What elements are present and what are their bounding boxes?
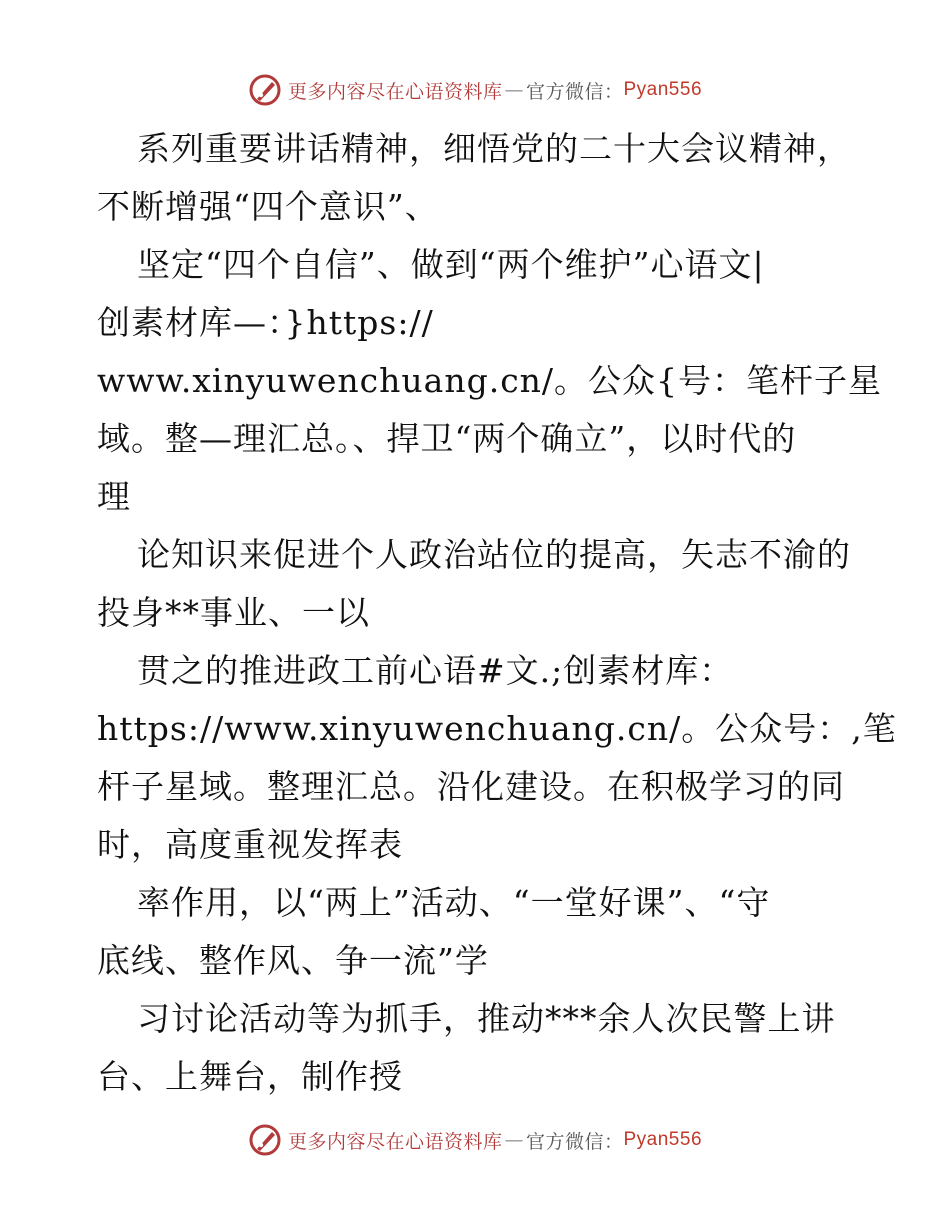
footer-watermark-banner (0, 1120, 950, 1160)
body-line: https://www.xinyuwenchuang.cn/。公众号：,笔 (97, 709, 897, 748)
body-line: 杆子星域。整理汇总。沿化建设。在积极学习的同 (97, 767, 845, 806)
banner-text: 更多内容尽在心语资料库 (287, 80, 503, 103)
body-line: 系列重要讲话精神，细悟党的二十大会议精神， (137, 129, 851, 168)
body-line: 台、上舞台，制作授 (97, 1057, 403, 1096)
body-line: 坚定“四个自信”、做到“两个维护”心语文| (137, 245, 765, 284)
body-line: 论知识来促进个人政治站位的提高，矢志不渝的 (137, 535, 851, 574)
banner-text: 更多内容尽在心语资料库 (287, 1130, 503, 1153)
body-line: 贯之的推进政工前心语#文.;创素材库： (137, 651, 734, 690)
body-line: 时，高度重视发挥表 (97, 825, 403, 864)
quill-logo-icon (248, 73, 282, 107)
body-line: 创素材库—：}https:// (97, 303, 434, 342)
body-line: 不断增强“四个意识”、 (97, 187, 439, 226)
banner-separator: — (504, 1129, 524, 1151)
body-line: 理 (97, 477, 131, 516)
quill-logo-icon (248, 1123, 282, 1157)
document-body (97, 120, 897, 1106)
body-line: 底线、整作风、争一流”学 (97, 941, 489, 980)
body-line: 率作用，以“两上”活动、“一堂好课”、“守 (137, 883, 771, 922)
body-line: www.xinyuwenchuang.cn/。公众{号：笔杆子星 (97, 361, 883, 400)
header-watermark-banner (0, 70, 950, 110)
body-line: 习讨论活动等为抓手，推动***余人次民警上讲 (137, 999, 836, 1038)
wechat-account: Pyan556 (623, 79, 703, 100)
body-line: 域。整—理汇总。、捍卫“两个确立”，以时代的 (97, 419, 797, 458)
wechat-label: 官方微信： (525, 80, 624, 103)
banner-separator: — (504, 79, 524, 101)
wechat-account: Pyan556 (623, 1129, 703, 1150)
wechat-label: 官方微信： (525, 1130, 624, 1153)
body-line: 投身**事业、一以 (97, 593, 370, 632)
